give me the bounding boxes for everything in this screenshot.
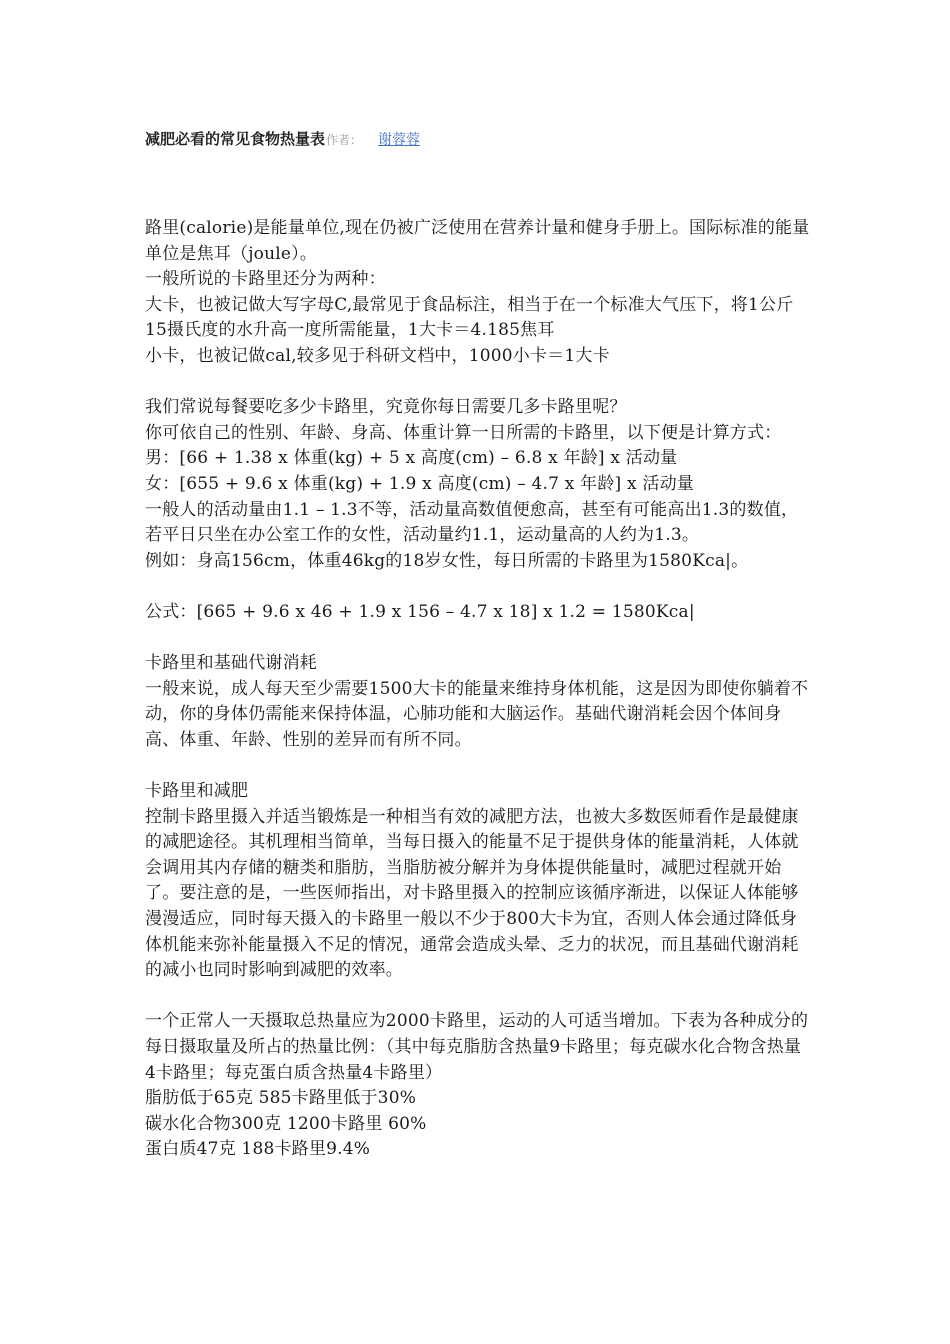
- spacer: [145, 574, 810, 600]
- spacer: [145, 984, 810, 1010]
- paragraph-small-calorie: 小卡，也被记做cal,较多见于科研文档中，1000小卡＝1大卡: [145, 345, 610, 366]
- author-link[interactable]: 谢蓉蓉: [378, 132, 421, 148]
- paragraph-daily-intake: 一个正常人一天摄取总热量应为2000卡路里，运动的人可适当增加。下表为各种成分的每日摄取量及所占的热量比例：（其中每克脂肪含热量9卡路里；每克碳水化合物含热量4卡路里；每克蛋白质含热量4卡路里）: [145, 1011, 809, 1083]
- paragraph-question: 我们常说每餐要吃多少卡路里，究竟你每日需要几多卡路里呢？: [145, 397, 627, 418]
- paragraph-two-kinds: 一般所说的卡路里还分为两种：: [145, 269, 386, 290]
- article-body: [145, 216, 810, 1163]
- article-title: 减肥必看的常见食物热量表: [145, 130, 326, 148]
- spacer: [145, 370, 810, 396]
- spacer: [145, 753, 810, 779]
- spacer: [145, 626, 810, 652]
- formula-example: 公式：[665 + 9.6 x 46 + 1.9 x 156 – 4.7 x 18] x 1.2 = 1580Kca|: [145, 601, 695, 622]
- article-header: [145, 128, 420, 151]
- paragraph-weight-loss: 控制卡路里摄入并适当锻炼是一种相当有效的减肥方法，也被大多数医师看作是最健康的减肥途径。其机理相当简单，当每日摄入的能量不足于提供身体的能量消耗，人体就会调用其内存储的糖类和脂肪，当脂肪被分解并为身体提供能量时，减肥过程就开始了。要注意的是，一些医师指出，对卡路里摄入的控制应该循序渐进，以保证人体能够漫漫适应，同时每天摄入的卡路里一般以不少于800大卡为宜，否则人体会通过降低身体机能来弥补能量摄入不足的情况，通常会造成头晕、乏力的状况，而且基础代谢消耗的减小也同时影响到减肥的效率。: [145, 806, 799, 981]
- paragraph-example: 例如：身高156cm，体重46kg的18岁女性，每日所需的卡路里为1580Kca|。: [145, 550, 749, 571]
- section-heading-weight-loss: 卡路里和减肥: [145, 781, 249, 802]
- paragraph-method-intro: 你可依自己的性别、年龄、身高、体重计算一日所需的卡路里，以下便是计算方式：: [145, 422, 782, 443]
- intake-row-carbohydrate: 碳水化合物300克 1200卡路里 60%: [145, 1113, 427, 1134]
- paragraph-kilocalorie: 大卡，也被记做大写字母C,最常见于食品标注，相当于在一个标准大气压下，将1公斤15摄氏度的水升高一度所需能量，1大卡＝4.185焦耳: [145, 294, 794, 341]
- intake-row-fat: 脂肪低于65克 585卡路里低于30%: [145, 1088, 417, 1109]
- intake-row-protein: 蛋白质47克 188卡路里9.4%: [145, 1139, 371, 1160]
- paragraph-activity-level: 一般人的活动量由1.1 – 1.3不等，活动量高数值便愈高，甚至有可能高出1.3的数值，若平日只坐在办公室工作的女性，活动量约1.1，运动量高的人约为1.3。: [145, 499, 799, 546]
- section-heading-metabolism: 卡路里和基础代谢消耗: [145, 653, 317, 674]
- author-label: 作者：: [326, 133, 363, 147]
- paragraph-calorie-definition: 路里(calorie)是能量单位,现在仍被广泛使用在营养计量和健身手册上。国际标准的能量单位是焦耳（joule）。: [145, 218, 810, 264]
- formula-male: 男：[66 + 1.38 x 体重(kg) + 5 x 高度(cm) – 6.8 x 年龄] x 活动量: [145, 448, 678, 469]
- paragraph-metabolism: 一般来说，成人每天至少需要1500大卡的能量来维持身体机能，这是因为即使你躺着不动，你的身体仍需能来保持体温，心肺功能和大脑运作。基础代谢消耗会因个体间身高、体重、年龄、性别的差异而有所不同。: [145, 678, 809, 750]
- formula-female: 女：[655 + 9.6 x 体重(kg) + 1.9 x 高度(cm) – 4.7 x 年龄] x 活动量: [145, 473, 694, 494]
